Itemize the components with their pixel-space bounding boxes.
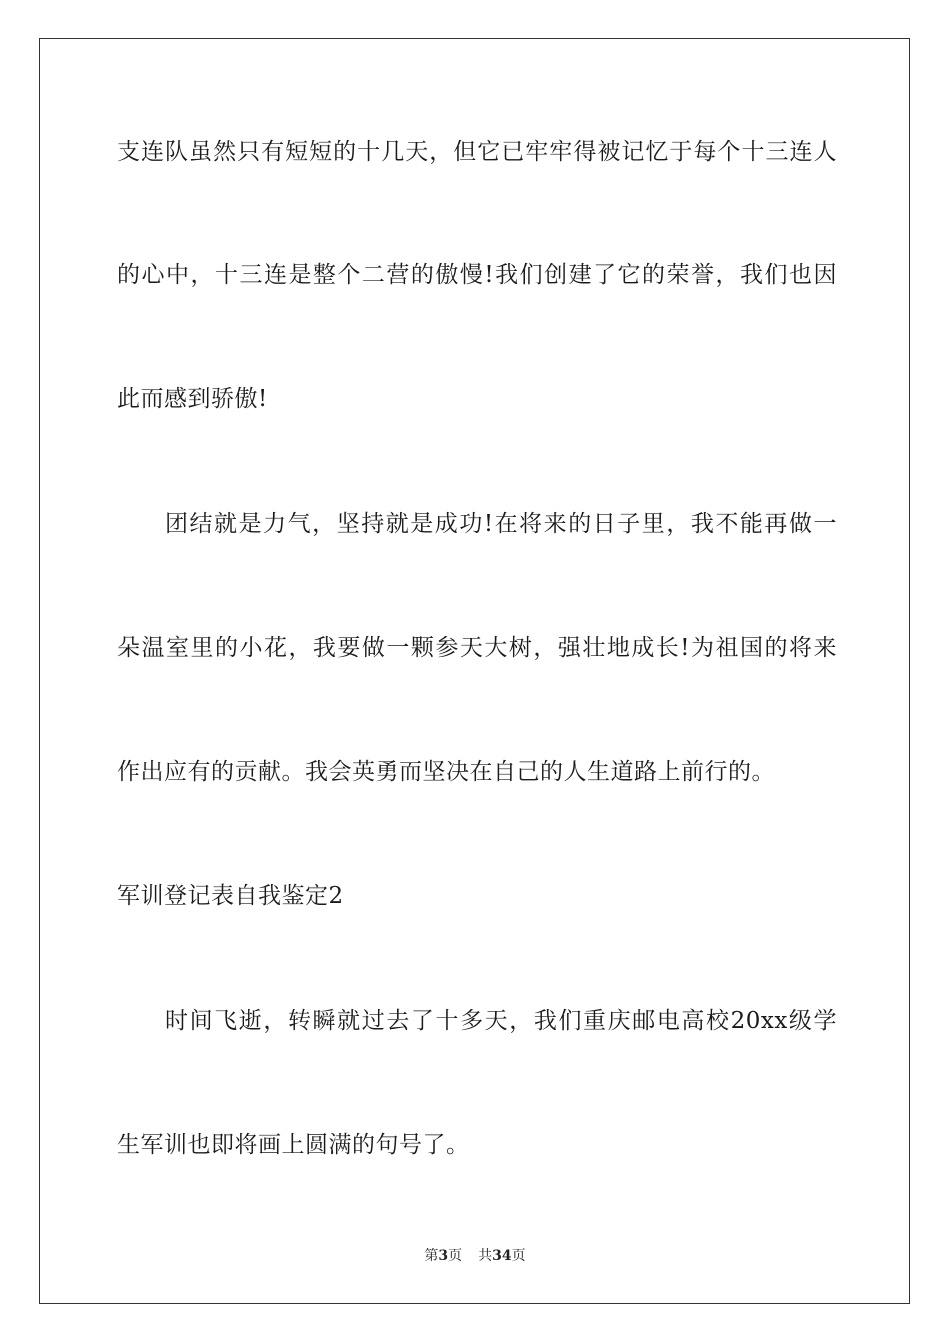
footer-page-current: 3 [438, 1248, 449, 1264]
footer-total-prefix: 共 [478, 1248, 493, 1264]
body-line-4: 团结就是力气，坚持就是成功!在将来的日子里，我不能再做一 [165, 511, 837, 537]
footer-page-unit: 页 [448, 1248, 463, 1264]
footer-page-total: 34 [492, 1248, 512, 1264]
section-heading: 军训登记表自我鉴定2 [117, 883, 344, 909]
footer-total-unit: 页 [511, 1248, 526, 1264]
page-footer [0, 1247, 950, 1265]
body-line-5: 朵温室里的小花，我要做一颗参天大树，强壮地成长!为祖国的将来 [117, 635, 837, 661]
body-line-2: 的心中，十三连是整个二营的傲慢!我们创建了它的荣誉，我们也因 [117, 262, 837, 288]
page-border [39, 38, 910, 1304]
body-line-3: 此而感到骄傲! [117, 386, 268, 412]
body-line-6: 作出应有的贡献。我会英勇而坚决在自己的人生道路上前行的。 [117, 759, 775, 785]
body-line-1: 支连队虽然只有短短的十几天，但它已牢牢得被记忆于每个十三连人 [117, 139, 837, 165]
body-line-7: 时间飞逝，转瞬就过去了十多天，我们重庆邮电高校20xx级学 [165, 1008, 837, 1034]
body-line-8: 生军训也即将画上圆满的句号了。 [117, 1132, 470, 1158]
footer-page-prefix: 第 [424, 1248, 439, 1264]
